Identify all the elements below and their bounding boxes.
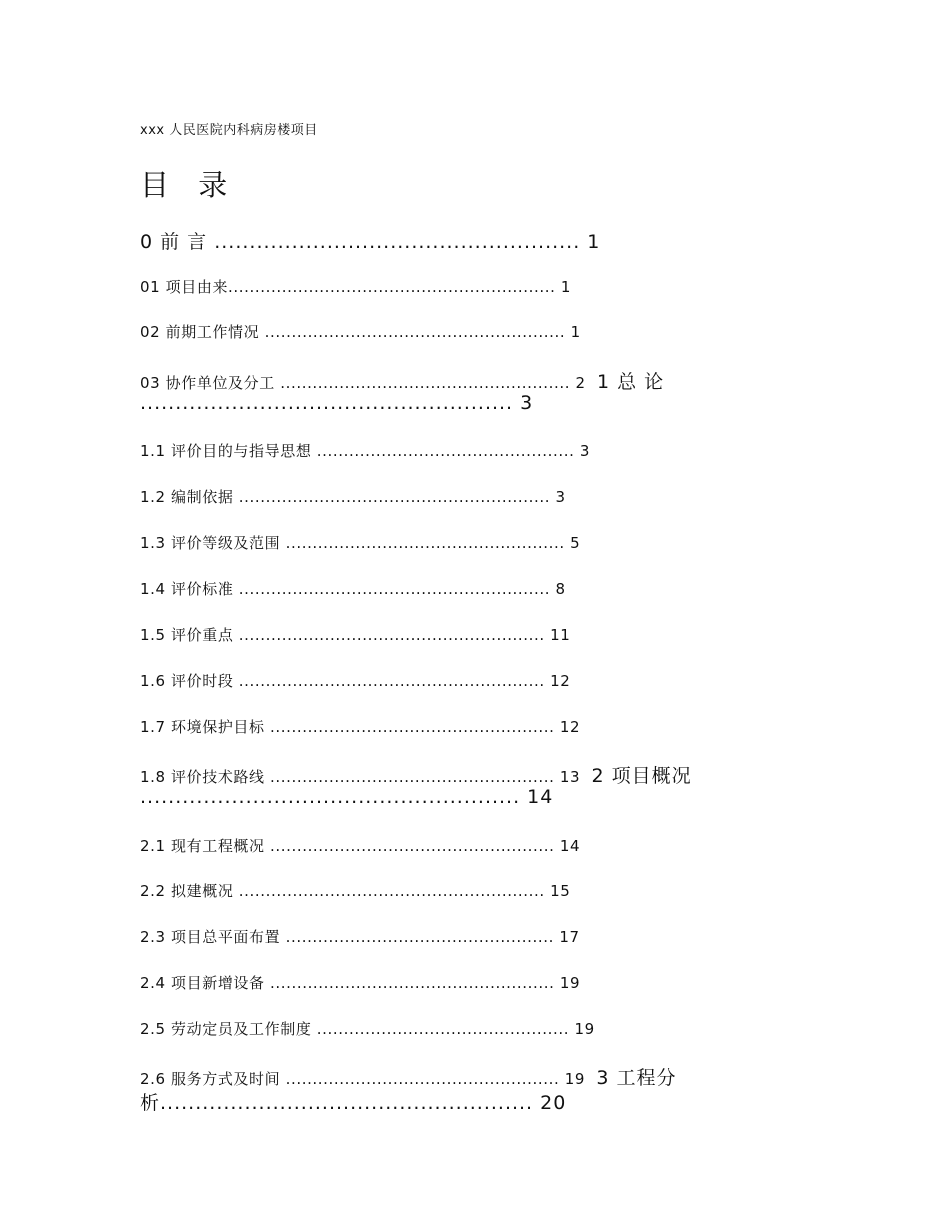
toc-entry[interactable]: 2.5 劳动定员及工作制度 ............................................... 19	[140, 1020, 595, 1038]
toc-entry[interactable]: 1.4 评价标准 .......................................................... 8	[140, 580, 566, 598]
toc-entry[interactable]: 01 项目由来............................................................. 1	[140, 278, 572, 296]
toc-entry-continued[interactable]: ...................................................... 14	[140, 786, 554, 808]
toc-entry[interactable]: 03 协作单位及分工 ...................................................... 2 1 总 论	[140, 371, 665, 393]
toc-entry[interactable]: 0 前 言 .................................................... 1	[140, 231, 601, 253]
toc-entry[interactable]: 1.6 评价时段 ......................................................... 12	[140, 672, 571, 690]
toc-entry[interactable]: 2.3 项目总平面布置 .................................................. 17	[140, 928, 580, 946]
toc-entry[interactable]: 1.8 评价技术路线 ..................................................... 13 2 项目概况	[140, 765, 692, 787]
toc-entry-continued[interactable]: 析..................................................... 20	[140, 1092, 567, 1114]
toc-entry[interactable]: 2.4 项目新增设备 ..................................................... 19	[140, 974, 581, 992]
toc-entry[interactable]: 1.7 环境保护目标 ..................................................... 12	[140, 718, 581, 736]
document-header: xxx 人民医院内科病房楼项目	[140, 123, 318, 138]
toc-entry[interactable]: 1.1 评价目的与指导思想 ................................................ 3	[140, 442, 590, 460]
toc-entry[interactable]: 02 前期工作情况 ........................................................ 1	[140, 323, 581, 341]
toc-entry[interactable]: 1.3 评价等级及范围 .................................................... 5	[140, 534, 581, 552]
toc-chapter-heading: 1 总 论	[597, 371, 665, 393]
toc-entry[interactable]: 2.1 现有工程概况 ..................................................... 14	[140, 837, 581, 855]
toc-entry-continued[interactable]: ..................................................... 3	[140, 392, 534, 414]
toc-chapter-heading: 2 项目概况	[591, 765, 692, 787]
toc-entry[interactable]: 1.2 编制依据 .......................................................... 3	[140, 488, 566, 506]
toc-entry[interactable]: 2.2 拟建概况 ......................................................... 15	[140, 882, 571, 900]
toc-chapter-heading: 3 工程分	[596, 1067, 677, 1089]
toc-entry[interactable]: 1.5 评价重点 ......................................................... 11	[140, 626, 571, 644]
toc-title: 目 录	[140, 168, 238, 202]
toc-entry[interactable]: 2.6 服务方式及时间 ................................................... 19 3 工程分	[140, 1067, 677, 1089]
